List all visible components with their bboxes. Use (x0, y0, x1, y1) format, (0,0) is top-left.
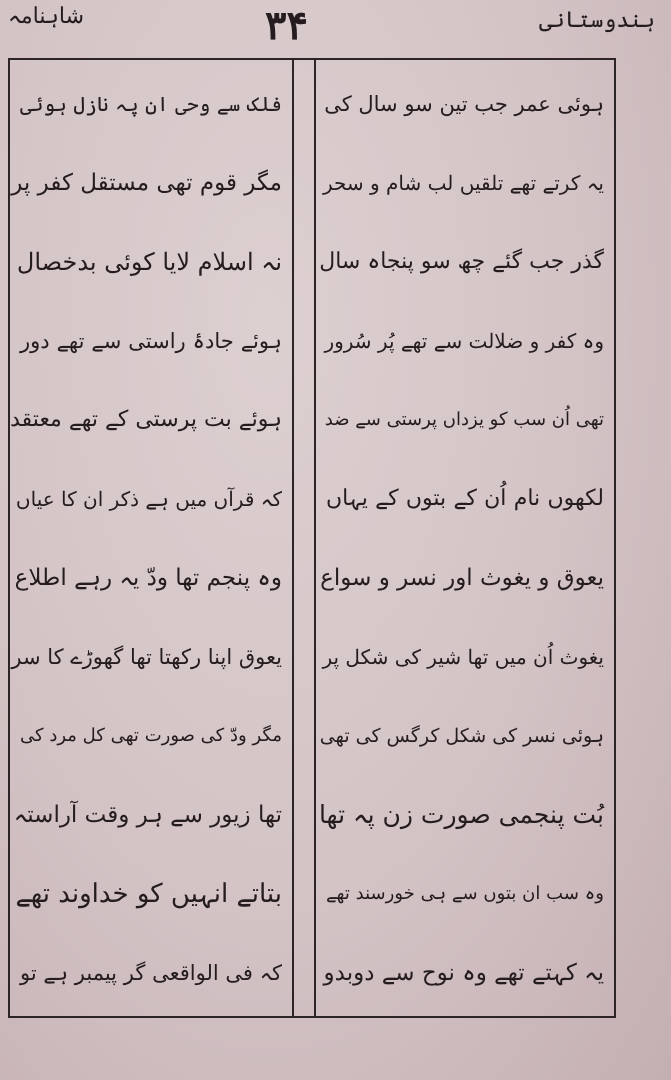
verse-line: بتاتے انہیں کو خداوند تھے (15, 878, 282, 909)
verse-line: ہوئی نسر کی شکل کرگس کی تھی (319, 724, 604, 747)
page-number: ۳۴ (265, 2, 308, 49)
verse-line: یعوق اپنا رکھتا تھا گھوڑے کا سر (11, 644, 282, 669)
left-column (10, 60, 292, 1016)
verse-line: گذر جب گئے چھ سو پنجاہ سال (319, 248, 604, 274)
text-frame (8, 58, 616, 1018)
series-title: ہندوستانی (538, 8, 655, 33)
verse-line: نہ اسلام لایا کوئی بدخصال (16, 247, 282, 276)
column-divider (292, 60, 294, 1016)
verse-line: تھا زیور سے ہر وقت آراستہ (13, 801, 282, 828)
verse-line: لکھوں نام اُن کے بتوں کے یہاں (326, 485, 604, 511)
right-column (316, 60, 614, 1016)
verse-line: یہ کرتے تھے تلقیں لب شام و سحر (322, 170, 604, 195)
verse-line: ہوئی عمر جب تین سو سال کی (324, 91, 604, 116)
verse-line: مگر قوم تھی مستقل کفر پر (11, 169, 282, 196)
verse-line: تھی اُن سب کو یزداں پرستی سے ضد (324, 408, 604, 430)
verse-line: وہ سب ان بتوں سے ہی خورسند تھے (326, 882, 604, 904)
verse-line: یعوق و یغوث اور نسر و سواع (320, 564, 604, 591)
page-header (0, 0, 671, 58)
verse-line: یغوث اُن میں تھا شیر کی شکل پر (322, 644, 604, 669)
verse-line: یہ کہتے تھے وہ نوح سے دوبدو (323, 959, 604, 986)
verse-line: ہوئے جادۂ راستی سے تھے دور (20, 328, 282, 353)
verse-line: مگر ودّ کی صورت تھی کل مرد کی (20, 724, 282, 746)
verse-line: کہ فی الواقعی گر پیمبر ہے تو (20, 960, 282, 985)
verse-line: وہ کفر و ضلالت سے تھے پُر سُرور (324, 328, 604, 353)
verse-line: وہ پنجم تھا ودّ یہ رہے اطلاع (14, 564, 282, 591)
verse-line: فلک سے وحی ان پہ نازل ہوئی (20, 91, 282, 116)
verse-line: بُت پنجمی صورت زن پہ تھا (318, 799, 604, 829)
book-title: شاہنامہ (8, 4, 85, 29)
verse-line: ہوئے بت پرستی کے تھے معتقد (10, 406, 282, 432)
verse-line: کہ قرآں میں ہے ذکر ان کا عیاں (15, 486, 282, 511)
